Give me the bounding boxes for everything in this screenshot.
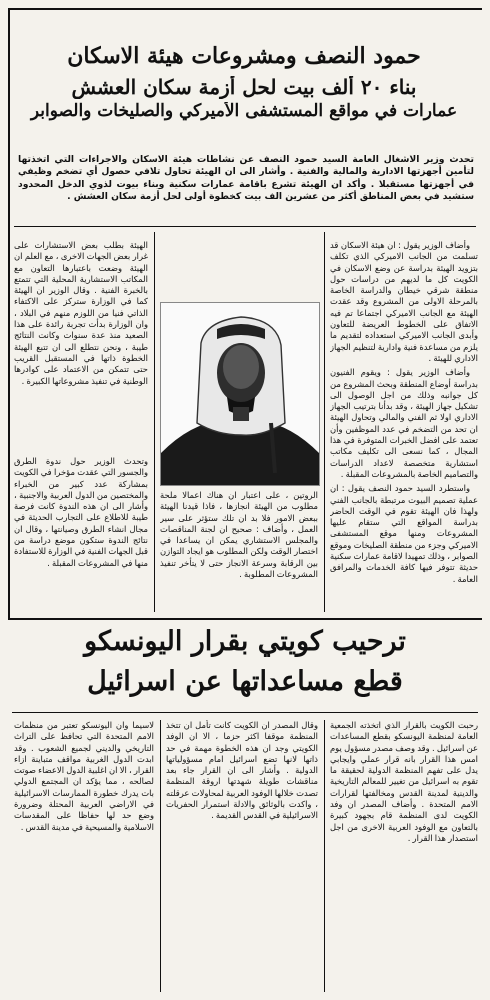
right-column-paragraph: وأضاف الوزير يقول : ويقوم الفنيون بدراسة أوضاع المنطقة وبحث المشروع من كل جوانبه وذلك من اجل الوصول الى تشكيل جهاز الهيئة ، وقد بدأنا بترتيب الجهاز الاداري اولا ثم الفني والمالي وتحاول الهيئة ان تحد من التضخم في عدد الموظفين وأن تعتمد على افضل الخبرات المتوفرة في هذا المجال ، كما نسعى الى تكليف مكاتب استشارية متخصصة لاعداد الدراسات والتصاميم الخاصة بالمشروعات المقبلة . [330, 367, 478, 479]
article2-headline-rule [12, 712, 478, 713]
article1-left-column-top: الهيئة بطلب بعض الاستشارات على غرار بعض الجهات الاخرى ، مع العلم ان الهيئة وضعت باعتبارها التعاون مع المكاتب الاستشارية المحلية التي تتمتع بالخبرة الفنية . وقال الوزير ان الهيئة كما في الوزارة ستركز على الاكتفاء الذاتي فنيا من اللوزم منهم في البلاد ، وان الوزارة بدأت تجربة رائدة على هذا الصعيد منذ عدة سنوات وكانت النتائج طيبة ، ونحن نتطلع الى ان تتبع الهيئة الخطوة ذاتها في المستقبل القريب حتى تتمكن من الاعتماد على كوادرها الوطنية في تنفيذ مشروعاتها الكبيرة . [14, 240, 148, 386]
article2-column-divider-left [160, 720, 161, 992]
article2-headline-line1: ترحيب كويتي بقرار اليونسكو [84, 626, 406, 657]
minister-portrait-photo [160, 302, 320, 486]
page-border-top [8, 8, 482, 10]
column-divider-right [324, 232, 325, 612]
article1-headline: بناء ٢٠ ألف بيت لحل أزمة سكان العشش [71, 76, 417, 99]
article2-top-rule [8, 618, 482, 620]
article2-column-divider-right [324, 720, 325, 992]
right-column-paragraph: واستطرد السيد حمود النصف يقول : ان عملية تصميم البيوت مرتبطة بالجانب الفني ولهذا فان الهيئة تقوم في الوقت الحاضر بدراسة المواقع التي ستقام عليها المشروعات ومنها موقع المستشفى الاميركي وجزء من منطقة الصليخات وموقع الصوابر ، وذلك تمهيدا لاقامة عمارات سكنية حديثة تتوفر فيها كافة الخدمات والمرافق العامة . [330, 483, 478, 584]
article2-column-right: رحبت الكويت بالقرار الذي اتخذته الجمعية العامة لمنظمة اليونسكو بقطع المساعدات عن اسرائيل . وقد وصف مصدر مسؤول يوم امس هذا القرار بانه قرار عملي وايجابي يدل على تفهم المنظمة الدولية لحقيقة ما تقوم به اسرائيل من تغيير للمعالم التاريخية والدينية لمدينة القدس ومخالفتها لقرارات الامم المتحدة . وأضاف المصدر ان وفد الكويت لدى المنظمة قام بجهود كبيرة بالتعاون مع الوفود العربية الاخرى من اجل استصدار هذا القرار . [330, 720, 478, 843]
article1-kicker: حمود النصف ومشروعات هيئة الاسكان [67, 44, 421, 69]
article1-lead: تحدث وزير الاشغال العامة السيد حمود النصف عن نشاطات هيئة الاسكان والاجراءات التي اتخذتها لتأمين أجهزتها الادارية والمالية والفنية . وأشار الى ان الهيئة تحاول تلافي حصول أي تضخم وظيفي في أجهزتها مستقبلا . وأكد ان الهيئة تشرع باقامة عمارات سكنية وبناء بيوت لذوي الدخل المحدود ستشيد في بعض المناطق أكثر من عشرين الف بيت كخطوة أولى لحل أزمة سكان العشش . [18, 154, 474, 203]
article2-column-middle: وقال المصدر ان الكويت كانت تأمل ان تتخذ المنظمة موقفا اكثر حزما ، الا ان الوفد الكويتي وجد ان هذه الخطوة مهمة في حد ذاتها لانها تضع اسرائيل امام مسؤولياتها الدولية . وأشار الى ان القرار جاء بعد مناقشات طويلة شهدتها اروقة المنظمة تصدت خلالها الوفود العربية لمحاولات عرقلته ، واكدت بالوثائق والادلة استمرار الحفريات الاسرائيلية في القدس القديمة . [166, 720, 318, 821]
article1-left-column-bottom: وتحدث الوزير حول ندوة الطرق والجسور التي عقدت مؤخرا في الكويت بمشاركة عدد كبير من الخبراء والمختصين من الدول العربية والاجنبية ، وأشار الى ان هذه الندوة كانت فرصة طيبة للاطلاع على التجارب الحديثة في مجال انشاء الطرق وصيانتها ، وقال ان نتائج الندوة ستكون موضع دراسة من قبل الجهات الفنية في الوزارة للاستفادة منها في المشروعات المقبلة . [14, 456, 148, 568]
article2-headline-line2: قطع مساعداتها عن اسرائيل [87, 666, 403, 697]
article1-right-column [330, 240, 478, 612]
page-border-left [8, 8, 10, 618]
right-column-paragraph: وأضاف الوزير يقول : ان هيئة الاسكان قد تسلمت من الجانب الاميركي الذي تكلف بتزويد الهيئة بدراسة عن وضع الاسكان في الكويت كل ما لديهم من دراسات حول منطقة شرقي خيطان والدراسة الخاصة بالمرحلة الاولى من المشروع وقد عقدت الهيئة مع الجانب الاميركي اجتماعا تم فيه الاتفاق على الخطوط العريضة للتعاون وأبدى الجانب الاميركي استعداده لتقديم ما يلزم من مساعدة فنية وادارية لتنظيم الجهاز الاداري للهيئة . [330, 240, 478, 363]
lead-separator [14, 226, 476, 227]
column-divider-left [154, 232, 155, 612]
article1-middle-bottom-column: الروتين ، على اعتبار ان هناك اعمالا ملحة مطلوب من الهيئة انجازها ، فاذا قيدنا الهيئة ببعض الامور فلا بد ان تلك ستؤثر على سير العمل ، وأضاف : صحيح ان لجنة المناقصات والمجلس الاستشاري يمكن ان يساعدا في اختصار الوقت ولكن المطلوب هو ايجاد التوازن بين الرقابة وسرعة الانجاز حتى لا يتأخر تنفيذ المشروعات المطلوبة . [160, 490, 318, 580]
article1-subhead: عمارات في مواقع المستشفى الأميركي والصليخات والصوابر [30, 102, 458, 121]
article2-column-left: لاسيما وان اليونسكو تعتبر من منظمات الامم المتحدة التي تحافظ على التراث التاريخي والديني لجميع الشعوب . وقد ابدت الدول الغربية مواقف متباينة ازاء القرار ، الا ان اغلبية الدول الاعضاء صوتت لصالحه ، مما يؤكد ان المجتمع الدولي بات يدرك خطورة الممارسات الاسرائيلية في الاراضي العربية المحتلة وضرورة وضع حد لها حفاظا على المقدسات الاسلامية والمسيحية في مدينة القدس . [14, 720, 154, 832]
minister-portrait-image [161, 303, 319, 485]
